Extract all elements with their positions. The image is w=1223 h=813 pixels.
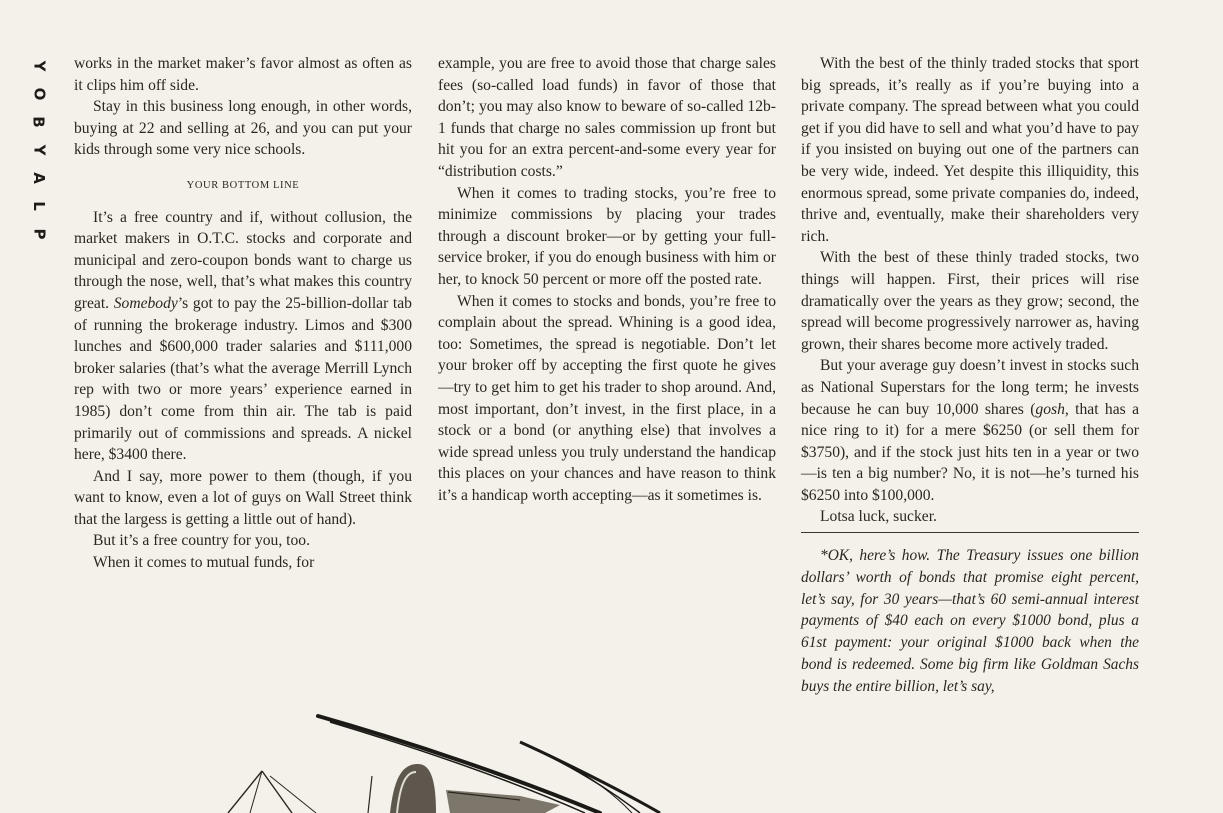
paragraph-text: that has a nice ring to it) for a mere $6250 (or sell them for $3750), and if the stock just hits ten in a year or two—is ten a big number? No, it is not—he’s turned his $6250 into $100,000. — [801, 400, 1139, 504]
paragraph-text: It’s a free country and if, without collusion, the market makers in O.T.C. stocks and corporate and municipal and zero-coupon bonds want to charge us through the nose, well, that’s what makes this country great. — [74, 208, 412, 312]
sideline-letter: Y — [30, 144, 48, 156]
emphasis-text: Somebody — [113, 294, 178, 312]
paragraph: But it’s a free country for you, too. — [93, 532, 310, 550]
paragraph: Stay in this business long enough, in other words, buying at 22 and selling at 26, and you can put your kids through some very nice schools. — [74, 98, 412, 159]
paragraph: When it comes to stocks and bonds, you’re free to complain about the spread. Whining is a good idea, too: Sometimes, the spread is negotiable. Don’t let your broker off by accepting the first quote he gives—try to get him to get his trader to shop around. And, most important, don’t invest, in the first place, in a stock or a bond (or anything else) that involves a wide spread unless you truly understand the handicap this places on your chances and have reason to think it’s a handicap worth accepting—as it sometimes is. — [438, 292, 776, 504]
paragraph: works in the market maker’s favor almost as often as it clips him off side. — [74, 55, 412, 94]
footnote: *OK, here’s how. The Treasury issues one billion dollars’ worth of bonds that promise eight percent, let’s say, for 30 years—that’s 60 semi-annual interest payments of $40 each on every $1000 bond, plus a 61st payment: your original $1000 back when the bond is redeemed. Some big firm like Goldman Sachs buys the entire billion, let’s say, — [801, 547, 1139, 695]
sideline-letter: O — [29, 87, 48, 101]
paragraph: With the best of these thinly traded stocks, two things will happen. First, their prices will rise dramatically over the years as they grow; second, the spread will become progressively narrower as, having grown, their shares become more actively traded. — [801, 249, 1139, 353]
emphasis-text: gosh, — [1035, 400, 1069, 418]
paragraph: When it comes to mutual funds, for — [93, 554, 315, 572]
paragraph-text: But your average guy doesn’t invest in stocks such as National Superstars for the long term; he invests because he can buy 10,000 shares ( — [801, 357, 1139, 418]
sideline-letter: A — [29, 172, 48, 184]
sideline-letter: P — [30, 228, 48, 240]
sideline-letter: L — [30, 201, 48, 211]
paragraph: With the best of the thinly traded stocks that sport big spreads, it’s really as if you’re buying into a private company. The spread between what you could get if you did have to sell and what you’d have to pay if you insisted on buying out one of the partners can be very wide, indeed. Yet despite this illiquidity, this enormous spread, some private companies do, indeed, thrive and, eventually, make their shareholders very rich. — [801, 55, 1139, 245]
sideline-letter: B — [30, 116, 48, 128]
paragraph: example, you are free to avoid those that charge sales fees (so-called load funds) in favor of those that don’t; you may also know to beware of so-called 12b-1 funds that charge no sales commission up front but hit you for an extra percent-and-some every year for “distribution costs.” — [438, 55, 776, 180]
paragraph-text: ’s got to pay the 25-billion-dollar tab of running the brokerage industry. Limos and $300 lunches and $600,000 trader salaries and $111,000 broker salaries (that’s what the average Merrill Lynch rep with two or more years’ experience earned in 1985) don’t come from thin air. The tab is paid primarily out of commissions and spreads. A nickel here, $3400 there. — [74, 294, 412, 464]
sideline-letter: Y — [30, 60, 48, 72]
closing-line: Lotsa luck, sucker. — [820, 508, 937, 526]
section-subhead: YOUR BOTTOM LINE — [186, 179, 300, 191]
paragraph: And I say, more power to them (though, if you want to know, even a lot of guys on Wall Street think that the largess is getting a little out of hand). — [74, 467, 412, 528]
paragraph: When it comes to trading stocks, you’re free to minimize commissions by placing your trades through a discount broker—or by getting your full-service broker, if you do enough business with him or her, to knock 50 percent or more off the posted rate. — [438, 184, 776, 288]
